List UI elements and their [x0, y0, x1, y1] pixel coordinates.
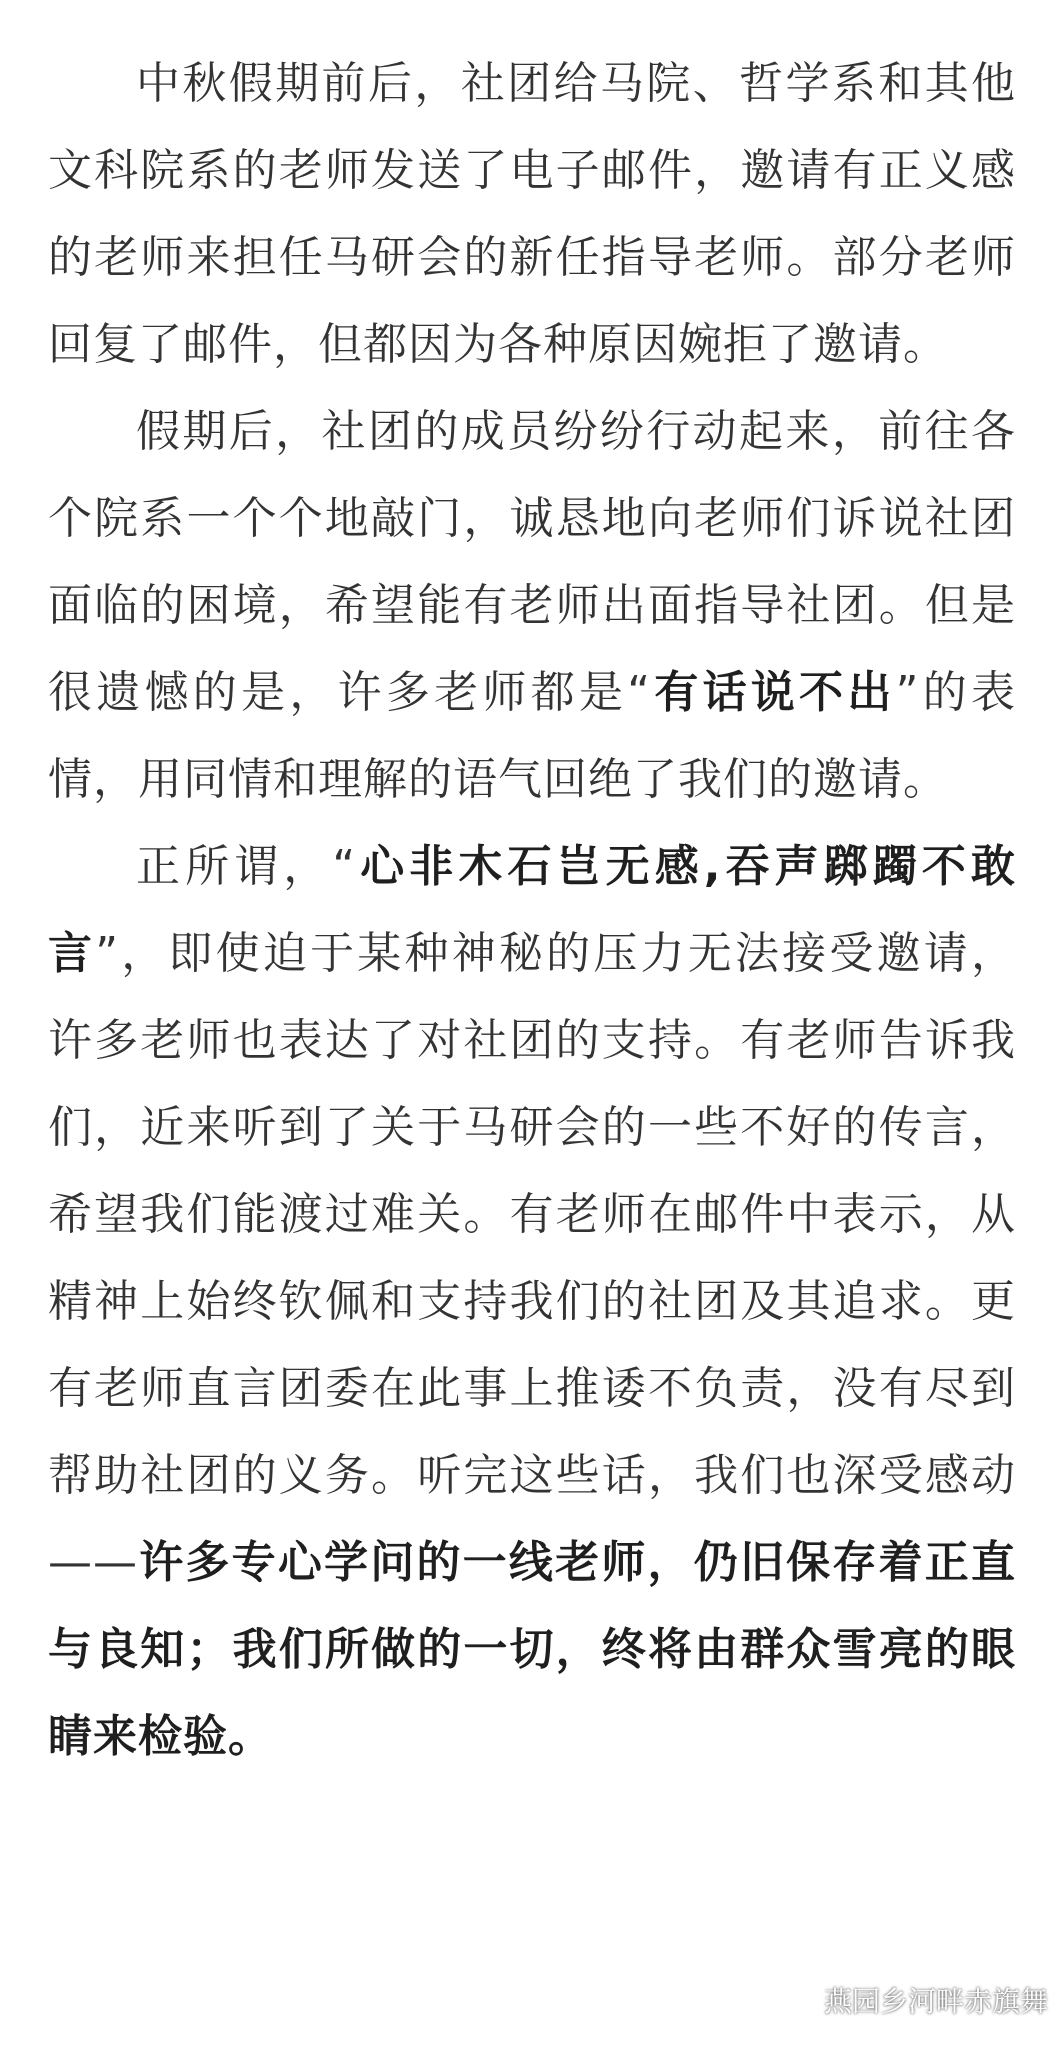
emphasis-text: 许多专心学问的一线老师，仍旧保存着正直与良知；我们所做的一切，终将由群众雪亮的眼睛来检验。 [48, 1537, 1016, 1762]
watermark [780, 1978, 1052, 2022]
paragraph-2 [48, 388, 1016, 823]
paragraph-3 [48, 823, 1016, 1780]
emphasis-text: 有话说不出 [651, 667, 896, 718]
article-body [48, 40, 1016, 1780]
paragraph-1 [48, 40, 1016, 388]
wechat-icon [784, 1983, 818, 2017]
emphasis-quote: 心非木石岂无感,吞声踯躅不敢言 [48, 841, 1016, 979]
paragraph-text: ”的表情，用同情和理解的语气回绝了我们的邀请。 [48, 667, 1017, 805]
watermark-text: 燕园乡河畔赤旗舞 [823, 1985, 1048, 2018]
paragraph-text: 中秋假期前后，社团给马院、哲学系和其他文科院系的老师发送了电子邮件，邀请有正义感的老师来担任马研会的新任指导老师。部分老师回复了邮件，但都因为各种原因婉拒了邀请。 [48, 58, 1016, 370]
paragraph-text: ”，即使迫于某种神秘的压力无法接受邀请，许多老师也表达了对社团的支持。有老师告诉我们，近来听到了关于马研会的一些不好的传言，希望我们能渡过难关。有老师在邮件中表示，从精神上始终钦佩和支持我们的社团及其追求。更有老师直言团委在此事上推诿不负责，没有尽到帮助社团的义务。听完这些话，我们也深受感动—— [48, 928, 1017, 1588]
paragraph-text: 假期后，社团的成员纷纷行动起来，前往各个院系一个个地敲门，诚恳地向老师们诉说社团面临的困境，希望能有老师出面指导社团。但是很遗憾的是，许多老师都是“ [48, 406, 1016, 718]
paragraph-text: 正所谓，“ [136, 841, 357, 892]
